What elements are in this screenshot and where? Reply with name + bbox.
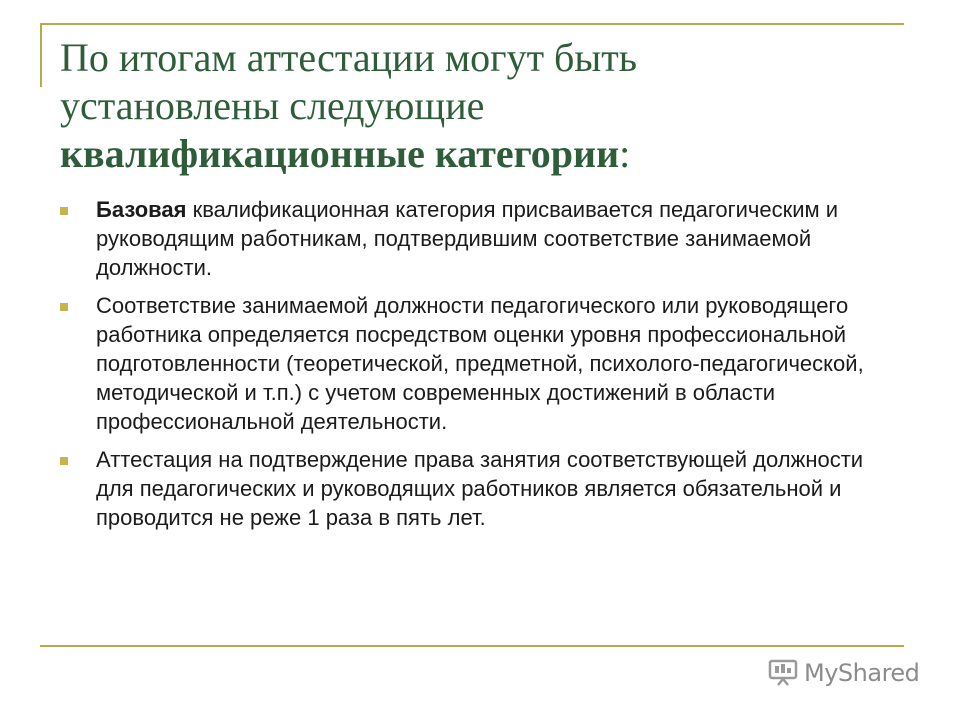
bullet-text: Соответствие занимаемой должности педагогического или руководящего работника определяется посредством оценки уровня профессиональной подготовленности (теоретической, предметной, психолого-педагогической, методической и т.п.) с учетом современных достижений в области профессиональной деятельности.: [96, 293, 864, 434]
square-bullet-icon: [60, 207, 68, 215]
title-line-3: [60, 130, 910, 178]
slide-title: [60, 34, 910, 178]
left-divider: [40, 23, 42, 87]
bullet-text: Аттестация на подтверждение права занятия соответствующей должности для педагогических и руководящих работников является обязательной и проводится не реже 1 раза в пять лет.: [96, 447, 864, 530]
bullet-item-base-category: [60, 195, 900, 282]
bottom-divider: [40, 645, 904, 647]
top-divider: [40, 23, 904, 25]
bullet-bold-lead: Базовая: [96, 197, 187, 222]
watermark-text: MyShared: [804, 659, 920, 687]
presentation-screen-icon: [768, 658, 798, 688]
bullet-item-compliance: [60, 291, 900, 436]
myshared-watermark: [768, 655, 919, 691]
title-emphasis: квалификационные категории: [60, 131, 620, 176]
title-line-1: По итогам аттестации могут быть: [60, 35, 637, 80]
square-bullet-icon: [60, 457, 68, 465]
title-line-2: установлены следующие: [60, 83, 485, 128]
title-colon: :: [619, 131, 631, 176]
bullet-item-attestation: [60, 445, 900, 532]
bullet-text: квалификационная категория присваивается педагогическим и руководящим работникам, подтвердившим соответствие занимаемой должности.: [96, 197, 839, 280]
square-bullet-icon: [60, 303, 68, 311]
bullet-list: [60, 195, 900, 541]
